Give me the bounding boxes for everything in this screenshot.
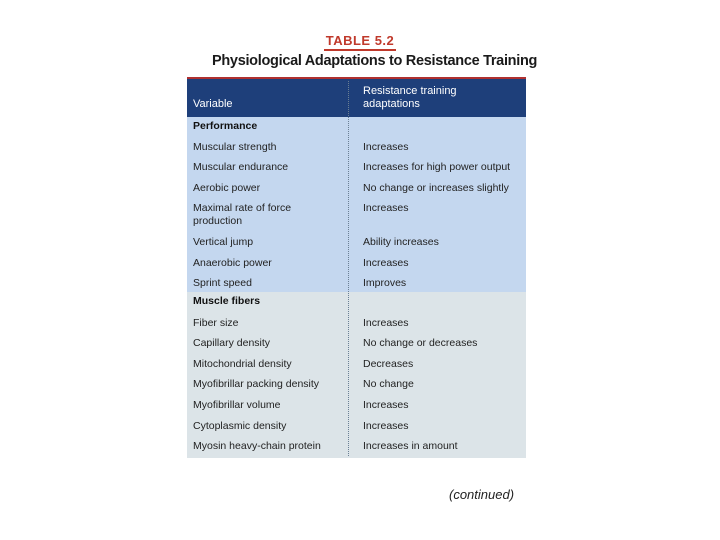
header-adaptations: Resistance training adaptations xyxy=(363,85,457,110)
row-variable: Sprint speed xyxy=(193,277,252,289)
row-adaptation: Ability increases xyxy=(363,236,439,248)
continued-note: (continued) xyxy=(449,487,515,502)
table-title: Physiological Adaptations to Resistance Training xyxy=(212,53,538,69)
column-divider xyxy=(348,81,349,456)
row-adaptation: Increases xyxy=(363,399,409,411)
row-adaptation: Increases in amount xyxy=(363,440,458,452)
muscle-fibers-section xyxy=(187,292,526,458)
row-variable: Myosin heavy-chain protein xyxy=(193,440,321,452)
row-adaptation: No change or increases slightly xyxy=(363,182,509,194)
row-variable: Muscular strength xyxy=(193,141,277,153)
header-variable: Variable xyxy=(193,98,233,110)
row-variable: Myofibrillar volume xyxy=(193,399,281,411)
row-variable: Aerobic power xyxy=(193,182,261,194)
row-adaptation: Decreases xyxy=(363,358,414,370)
section-heading: Muscle fibers xyxy=(193,295,261,307)
table-number-label: TABLE 5.2 xyxy=(0,33,720,48)
row-variable: Muscular endurance xyxy=(193,161,289,173)
performance-section xyxy=(187,117,526,292)
row-adaptation: Increases xyxy=(363,317,409,329)
section-heading: Performance xyxy=(193,120,258,132)
row-variable: Mitochondrial density xyxy=(193,358,292,370)
row-variable: Cytoplasmic density xyxy=(193,420,287,432)
row-adaptation: Increases xyxy=(363,202,409,214)
row-adaptation: No change or decreases xyxy=(363,337,478,349)
adaptations-table xyxy=(187,77,526,458)
row-variable: Myofibrillar packing density xyxy=(193,378,320,390)
row-adaptation: Increases xyxy=(363,141,409,153)
row-variable: Capillary density xyxy=(193,337,271,349)
row-variable: Maximal rate of force production xyxy=(193,202,292,227)
table-header xyxy=(187,79,526,117)
row-adaptation: Improves xyxy=(363,277,407,289)
row-adaptation: Increases xyxy=(363,257,409,269)
row-variable: Anaerobic power xyxy=(193,257,272,269)
row-adaptation: Increases for high power output xyxy=(363,161,511,173)
row-adaptation: No change xyxy=(363,378,414,390)
row-variable: Fiber size xyxy=(193,317,239,329)
row-variable: Vertical jump xyxy=(193,236,254,248)
row-adaptation: Increases xyxy=(363,420,409,432)
